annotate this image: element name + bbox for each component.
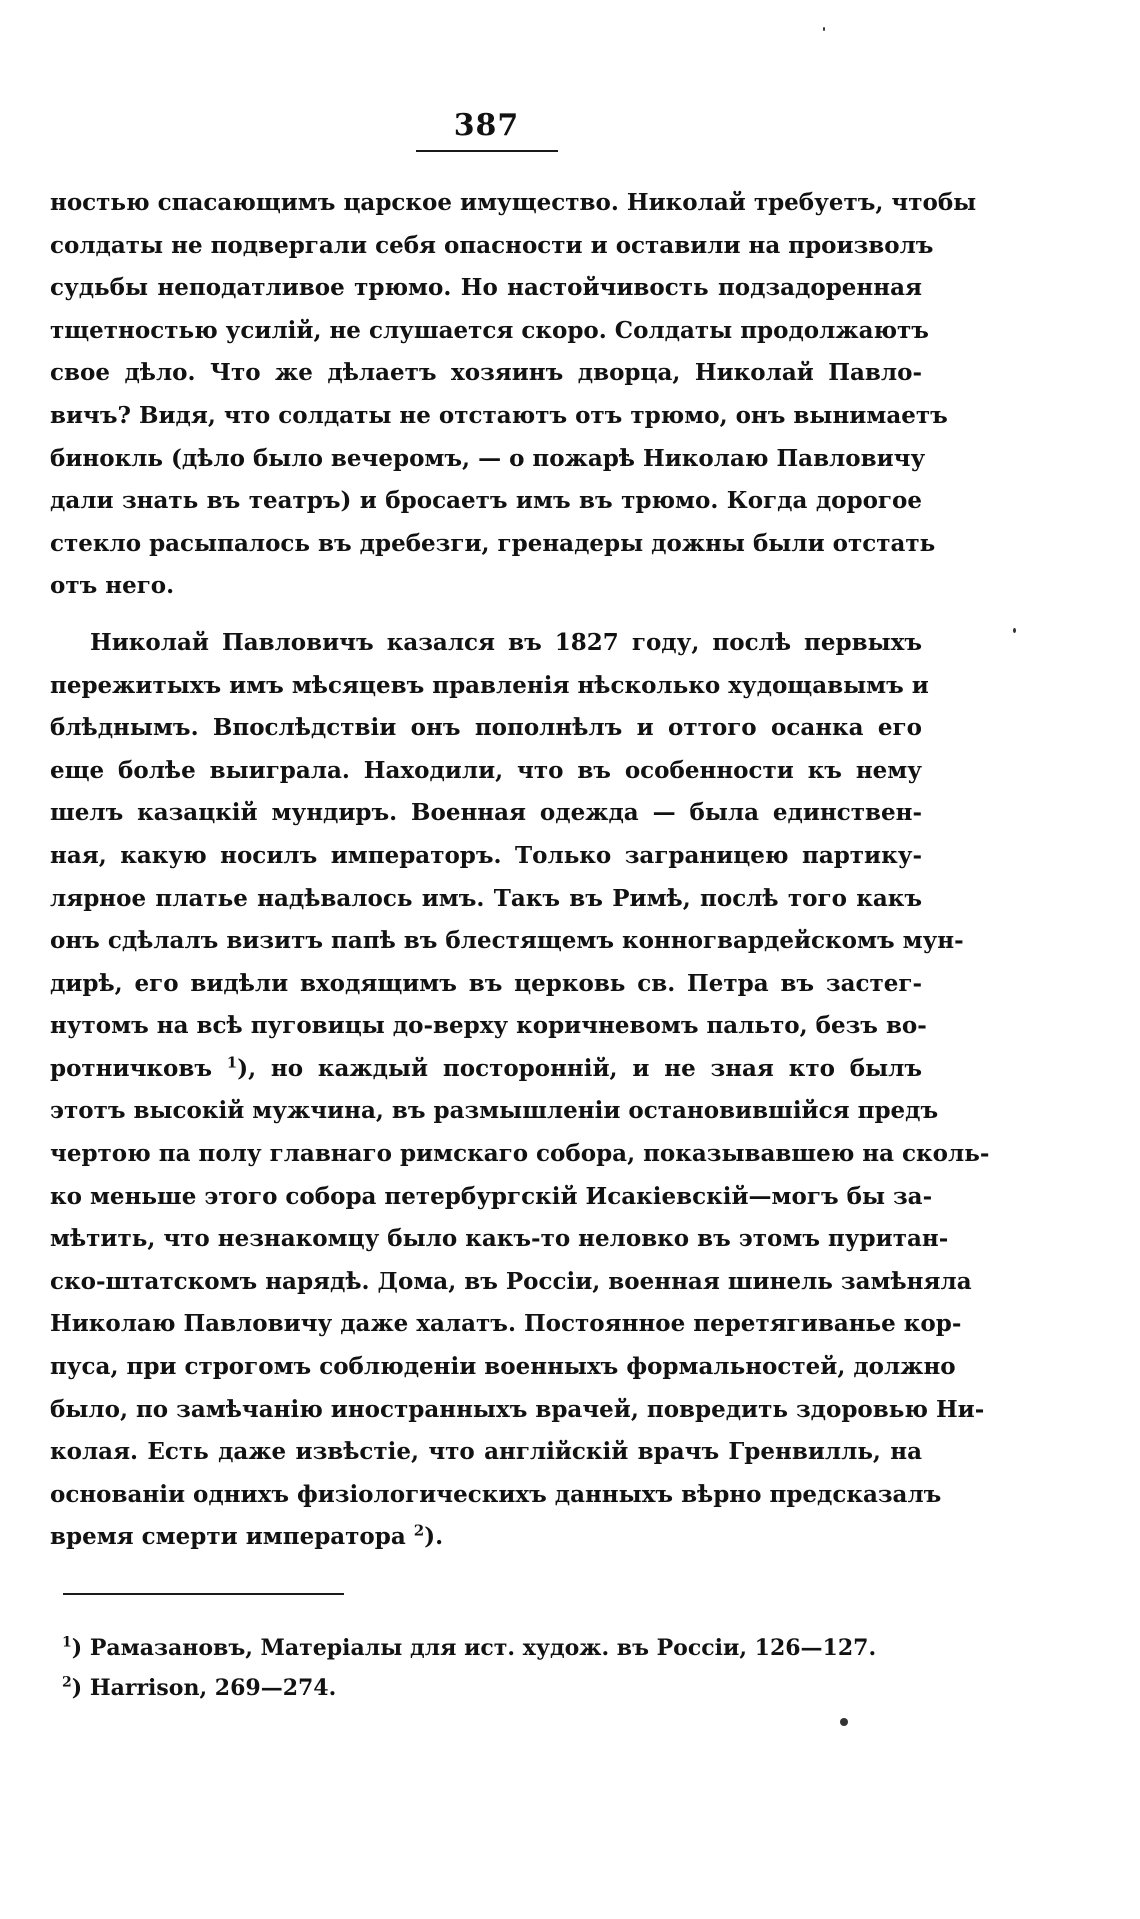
text-line: свое дѣло. Что же дѣлаетъ хозяинъ дворца, Николай Павло-: [50, 359, 922, 387]
text-line: лярное платье надѣвалось имъ. Такъ въ Римѣ, послѣ того какъ: [50, 884, 922, 912]
text-fragment: ).: [424, 1523, 444, 1551]
paragraph-2: [50, 622, 990, 1559]
text-line: стекло расыпалось въ дребезги, гренадеры дожны были отстать: [50, 529, 936, 557]
text-line: вичъ? Видя, что солдаты не отстаютъ отъ трюмо, онъ вынимаетъ: [50, 401, 948, 429]
text-line: шелъ казацкій мундиръ. Военная одежда — была единствен-: [50, 799, 922, 827]
footnote-text: ) Harrison, 269—274.: [71, 1675, 337, 1701]
footnote-ref-1: 1: [226, 1053, 238, 1072]
text-line: чертою па полу главнаго римскаго собора, показывавшею на сколь-: [50, 1140, 990, 1168]
footnote-text: ) Рамазановъ, Матеріалы для ист. худож. въ Россіи, 126—127.: [71, 1635, 877, 1661]
text-line: колая. Есть даже извѣстіе, что англійскій врачъ Гренвилль, на: [50, 1438, 922, 1466]
footnote-ref-2: 2: [413, 1521, 425, 1540]
text-line: тщетностью усилій, не слушается скоро. Солдаты продолжаютъ: [50, 316, 929, 344]
text-line: мѣтить, что незнакомцу было какъ-то неловко въ этомъ пуритан-: [50, 1225, 949, 1253]
ink-speck: [840, 1718, 848, 1726]
footnote-2: [62, 1668, 942, 1708]
text-line: бинокль (дѣло было вечеромъ, — о пожарѣ Николаю Павловичу: [50, 444, 926, 472]
footnote-mark: 2: [62, 1674, 72, 1691]
text-line: было, по замѣчанію иностранныхъ врачей, повредить здоровью Ни-: [50, 1395, 985, 1423]
text-line: солдаты не подвергали себя опасности и оставили на произволъ: [50, 231, 934, 259]
text-line: дали знать въ театръ) и бросаетъ имъ въ трюмо. Когда дорогое: [50, 487, 922, 515]
text-line: пережитыхъ имъ мѣсяцевъ правленія нѣсколько худощавымъ и: [50, 671, 929, 699]
text-line: Николаю Павловичу даже халатъ. Постоянное перетягиванье кор-: [50, 1310, 962, 1338]
text-line: блѣднымъ. Впослѣдствіи онъ пополнѣлъ и оттого осанка его: [50, 714, 922, 742]
text-line: ко меньше этого собора петербургскій Исакіевскій—могъ бы за-: [50, 1182, 933, 1210]
text-fragment: ротничковъ: [50, 1054, 212, 1082]
footnotes: [62, 1628, 942, 1708]
ink-speck: [1013, 628, 1016, 633]
text-line: онъ сдѣлалъ визитъ папѣ въ блестящемъ конногвардейскомъ мун-: [50, 927, 964, 955]
text-fragment: ), но каждый посторонній, и не зная кто былъ: [237, 1054, 922, 1082]
text-line: ностью спасающимъ царское имущество. Николай требуетъ, чтобы: [50, 189, 977, 216]
paragraph-1: [50, 182, 977, 608]
text-line: ско-штатскомъ нарядѣ. Дома, въ Россіи, военная шинель замѣняла: [50, 1267, 972, 1295]
footnote-mark: 1: [62, 1634, 72, 1651]
text-line: ная, какую носилъ императоръ. Только заграницею партику-: [50, 841, 922, 869]
text-line: еще болѣе выиграла. Находили, что въ особенности къ нему: [50, 756, 922, 784]
ink-speck: [823, 27, 825, 31]
text-fragment: время смерти императора: [50, 1523, 406, 1551]
text-line: этотъ высокій мужчина, въ размышленіи остановившійся предъ: [50, 1097, 939, 1125]
footnote-1: [62, 1628, 942, 1668]
header-rule: [416, 150, 558, 152]
footnote-rule: [63, 1593, 344, 1595]
text-line: дирѣ, его видѣли входящимъ въ церковь св. Петра въ застег-: [50, 969, 922, 997]
text-line: [50, 1048, 922, 1091]
body-text: [50, 182, 990, 1559]
text-line: судьбы неподатливое трюмо. Но настойчивость подзадоренная: [50, 274, 922, 302]
text-line: основаніи однихъ физіологическихъ данныхъ вѣрно предсказалъ: [50, 1480, 942, 1508]
text-line: Николай Павловичъ казался въ 1827 году, послѣ первыхъ: [90, 628, 922, 656]
text-line: пуса, при строгомъ соблюденіи военныхъ формальностей, должно: [50, 1353, 956, 1381]
page-number: 387: [453, 108, 520, 143]
text-line: отъ него.: [50, 572, 175, 600]
text-line: [50, 1516, 922, 1559]
text-line: нутомъ на всѣ пуговицы до-верху коричневомъ пальто, безъ во-: [50, 1012, 927, 1040]
